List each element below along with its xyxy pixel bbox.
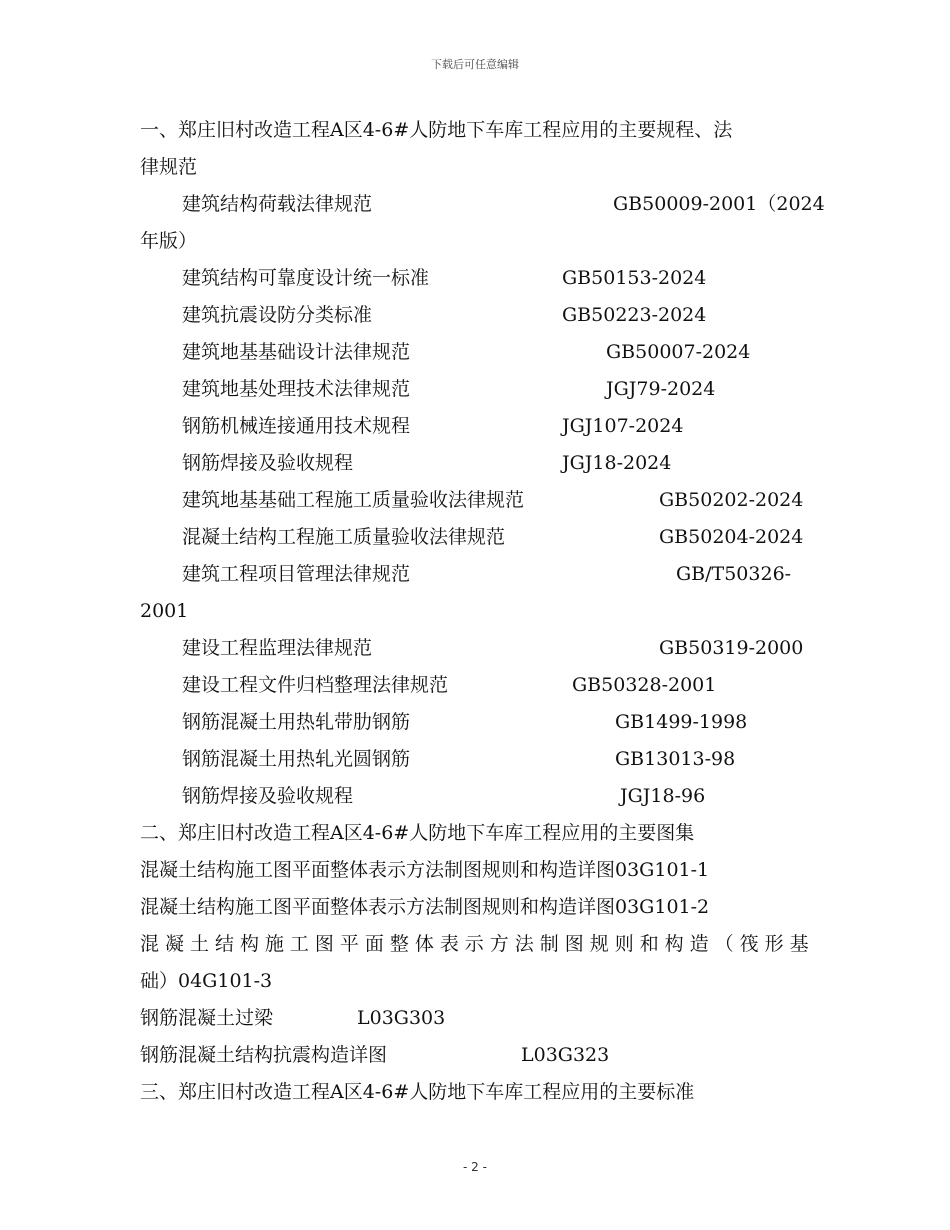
standard-name: 建筑结构荷载法律规范: [182, 193, 373, 215]
justified-char: 造: [689, 933, 709, 955]
justified-char: 体: [414, 933, 434, 955]
atlas-name: 钢筋混凝土结构抗震构造详图: [140, 1044, 388, 1066]
page-header: 下载后可任意编辑: [431, 58, 519, 71]
justified-char: 图: [564, 933, 584, 955]
standard-name: 钢筋混凝土用热轧光圆钢筋: [182, 748, 411, 770]
standard-name: 建筑地基基础工程施工质量验收法律规范: [182, 489, 525, 511]
atlas-item: [140, 1000, 820, 1037]
standard-code: GB50009-2001（2024: [613, 193, 825, 215]
standard-item: [140, 186, 825, 223]
document-body: [140, 112, 825, 1111]
section-2-title: 二、郑庄旧村改造工程A区4-6#人防地下车库工程应用的主要图集: [140, 822, 695, 844]
standard-name: 钢筋焊接及验收规程: [182, 785, 354, 807]
standard-code: JGJ18-2024: [562, 452, 672, 474]
justified-char: 形: [764, 933, 784, 955]
standard-item: [140, 408, 820, 445]
standard-item: [140, 334, 820, 371]
standard-name: 钢筋焊接及验收规程: [182, 452, 354, 474]
standard-code-cont: 2001: [140, 600, 189, 622]
atlas-item: 混凝土结构施工图平面整体表示方法制图规则和构造详图03G101-1: [140, 859, 710, 881]
justified-char: 面: [364, 933, 384, 955]
justified-char: 表: [439, 933, 459, 955]
justified-char: 混: [140, 933, 160, 955]
standard-code: GB50153-2024: [562, 267, 707, 289]
standard-code: JGJ79-2024: [606, 378, 716, 400]
standard-code: GB50202-2024: [659, 489, 804, 511]
justified-char: 构: [239, 933, 259, 955]
atlas-item: 混凝土结构施工图平面整体表示方法制图规则和构造详图03G101-2: [140, 896, 710, 918]
standard-item: [140, 371, 820, 408]
justified-char: 工: [289, 933, 309, 955]
atlas-code: L03G303: [357, 1007, 446, 1029]
page-number: - 2 -: [463, 1160, 487, 1174]
standard-item: [140, 667, 820, 704]
standard-code: GB50204-2024: [659, 526, 804, 548]
standard-item: [140, 741, 820, 778]
standard-item: [140, 519, 820, 556]
justified-char: 制: [539, 933, 559, 955]
standard-code: GB50223-2024: [562, 304, 707, 326]
justified-char: 和: [639, 933, 659, 955]
atlas-item-justified: [140, 926, 809, 963]
standard-name: 建筑地基处理技术法律规范: [182, 378, 411, 400]
justified-char: 结: [214, 933, 234, 955]
justified-char: 施: [264, 933, 284, 955]
standard-code: GB13013-98: [615, 748, 736, 770]
atlas-code: L03G323: [521, 1044, 610, 1066]
justified-char: 整: [389, 933, 409, 955]
justified-char: 图: [314, 933, 334, 955]
justified-char: （: [714, 933, 734, 955]
justified-char: 规: [589, 933, 609, 955]
standard-item: [140, 556, 820, 593]
standard-code: GB50328-2001: [572, 674, 717, 696]
standard-code: GB50007-2024: [606, 341, 751, 363]
standard-code: GB/T50326-: [676, 563, 792, 585]
standard-code: JGJ18-96: [620, 785, 706, 807]
standard-name: 建筑抗震设防分类标准: [182, 304, 373, 326]
standard-name: 建设工程监理法律规范: [182, 637, 373, 659]
standard-item: [140, 297, 820, 334]
standard-name: 建筑结构可靠度设计统一标准: [182, 267, 430, 289]
standard-name: 混凝土结构工程施工质量验收法律规范: [182, 526, 506, 548]
atlas-item-cont: 础）04G101-3: [140, 970, 273, 992]
section-1-title-cont: 律规范: [140, 156, 198, 178]
standard-item: [140, 630, 820, 667]
standard-code-cont: 年版）: [140, 230, 198, 252]
justified-char: 平: [339, 933, 359, 955]
standard-item: [140, 445, 820, 482]
standard-name: 建设工程文件归档整理法律规范: [182, 674, 449, 696]
section-1-title: 一、郑庄旧村改造工程A区4-6#人防地下车库工程应用的主要规程、法: [140, 119, 733, 141]
standard-code: GB1499-1998: [615, 711, 748, 733]
standard-name: 钢筋机械连接通用技术规程: [182, 415, 411, 437]
standard-item: [140, 778, 820, 815]
justified-char: 凝: [164, 933, 184, 955]
justified-char: 土: [189, 933, 209, 955]
standard-item: [140, 482, 820, 519]
standard-code: GB50319-2000: [659, 637, 804, 659]
standard-name: 建筑地基基础设计法律规范: [182, 341, 411, 363]
justified-char: 构: [664, 933, 684, 955]
justified-char: 则: [614, 933, 634, 955]
standard-code: JGJ107-2024: [562, 415, 684, 437]
atlas-item: [140, 1037, 820, 1074]
justified-char: 示: [464, 933, 484, 955]
standard-item: [140, 704, 820, 741]
standard-name: 钢筋混凝土用热轧带肋钢筋: [182, 711, 411, 733]
justified-char: 方: [489, 933, 509, 955]
justified-char: 筏: [739, 933, 759, 955]
standard-item: [140, 260, 820, 297]
atlas-name: 钢筋混凝土过梁: [140, 1007, 274, 1029]
standard-name: 建筑工程项目管理法律规范: [182, 563, 411, 585]
justified-char: 基: [789, 933, 809, 955]
section-3-title: 三、郑庄旧村改造工程A区4-6#人防地下车库工程应用的主要标准: [140, 1081, 695, 1103]
justified-char: 法: [514, 933, 534, 955]
